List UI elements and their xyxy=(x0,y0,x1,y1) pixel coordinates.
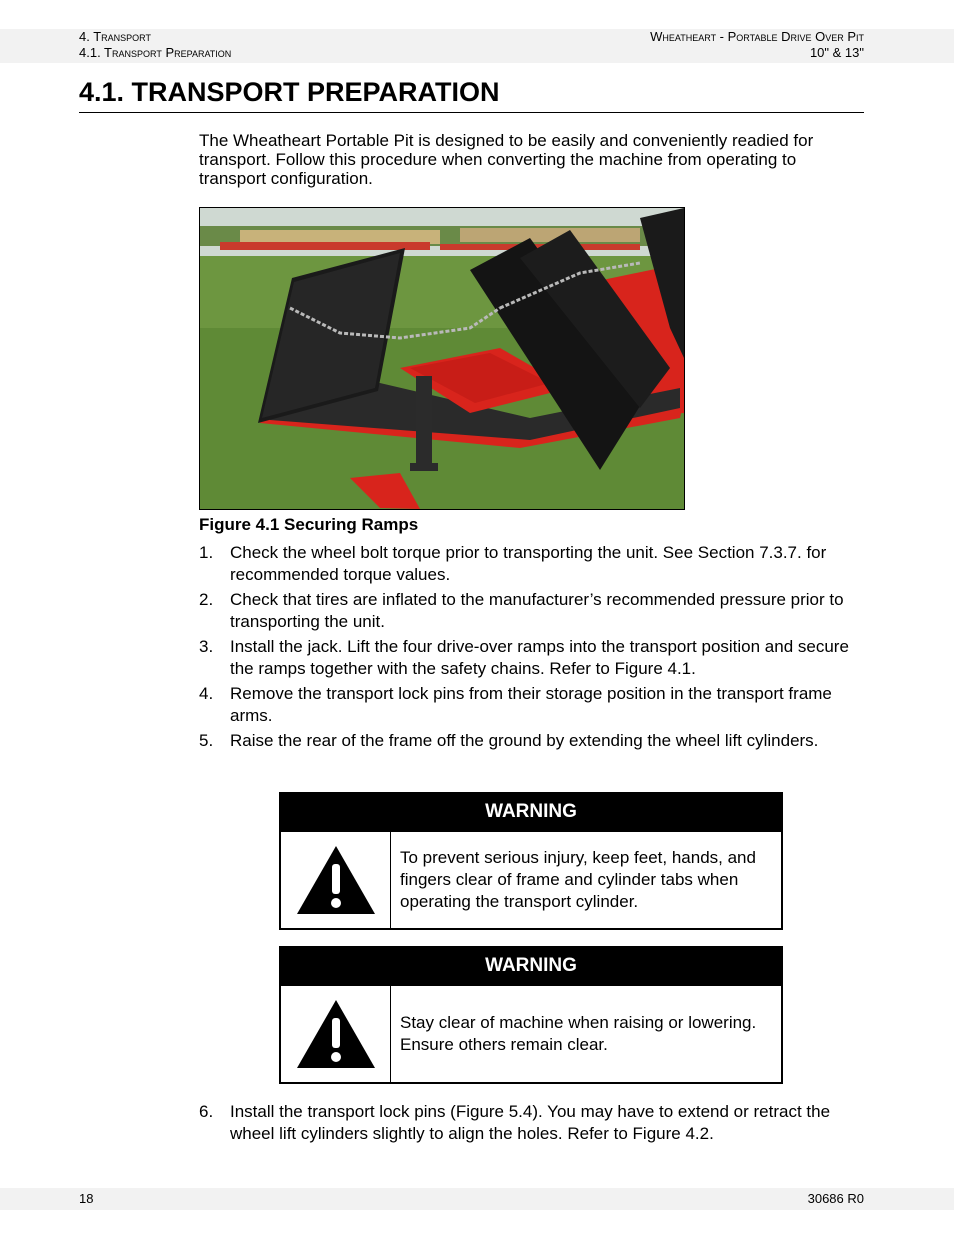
warning-heading: WARNING xyxy=(281,948,781,986)
warning-box-raising xyxy=(279,946,783,1084)
step-text: Remove the transport lock pins from their storage position in the transport frame arms. xyxy=(230,684,832,725)
step-item xyxy=(199,542,864,586)
header-chapter: 4. Transport xyxy=(79,29,152,44)
figure-caption: Figure 4.1 Securing Ramps xyxy=(199,515,419,534)
warning-box-cylinder xyxy=(279,792,783,930)
header-section: 4.1. Transport Preparation xyxy=(79,45,232,60)
warning-triangle-icon xyxy=(281,986,391,1082)
step-item xyxy=(199,683,864,727)
document-id: 30686 R0 xyxy=(807,1191,864,1206)
warning-text: Stay clear of machine when raising or lowering. Ensure others remain clear. xyxy=(400,1013,757,1054)
page-title: 4.1. TRANSPORT PREPARATION xyxy=(79,76,864,113)
step-text: Check the wheel bolt torque prior to transporting the unit. See Section 7.3.7. for recommended torque values. xyxy=(230,543,827,584)
figure-securing-ramps-photo xyxy=(199,207,685,510)
procedure-steps-continued xyxy=(199,1101,864,1148)
step-item xyxy=(199,730,864,752)
securing-ramps-illustration xyxy=(200,208,684,509)
step-text: Raise the rear of the frame off the ground by extending the wheel lift cylinders. xyxy=(230,731,819,750)
step-text: Check that tires are inflated to the manufacturer’s recommended pressure prior to transporting the unit. xyxy=(230,590,844,631)
step-item xyxy=(199,589,864,633)
step-number: 1. xyxy=(199,543,214,562)
step-item xyxy=(199,636,864,680)
intro-paragraph: The Wheatheart Portable Pit is designed to be easily and conveniently readied for transport. Follow this procedure when converting the machine from operating to transport configuration. xyxy=(199,131,814,188)
step-item xyxy=(199,1101,864,1145)
step-number: 4. xyxy=(199,684,214,703)
warning-triangle-icon xyxy=(281,832,391,928)
warning-heading: WARNING xyxy=(281,794,781,832)
warning-text: To prevent serious injury, keep feet, hands, and fingers clear of frame and cylinder tabs when operating the transport cylinder. xyxy=(400,848,756,911)
step-text: Install the jack. Lift the four drive-over ramps into the transport position and secure the ramps together with the safety chains. Refer to Figure 4.1. xyxy=(230,637,849,678)
step-text: Install the transport lock pins (Figure 5.4). You may have to extend or retract the wheel lift cylinders slightly to align the holes. Refer to Figure 4.2. xyxy=(230,1102,831,1143)
page-header xyxy=(0,29,954,63)
procedure-steps xyxy=(199,542,864,755)
header-sizes: 10" & 13" xyxy=(809,45,864,60)
page-number: 18 xyxy=(79,1191,94,1206)
header-product: Wheatheart - Portable Drive Over Pit xyxy=(650,29,864,44)
page-footer xyxy=(0,1188,954,1210)
step-number: 2. xyxy=(199,590,214,609)
step-number: 3. xyxy=(199,637,214,656)
step-number: 5. xyxy=(199,731,214,750)
step-number: 6. xyxy=(199,1102,214,1121)
